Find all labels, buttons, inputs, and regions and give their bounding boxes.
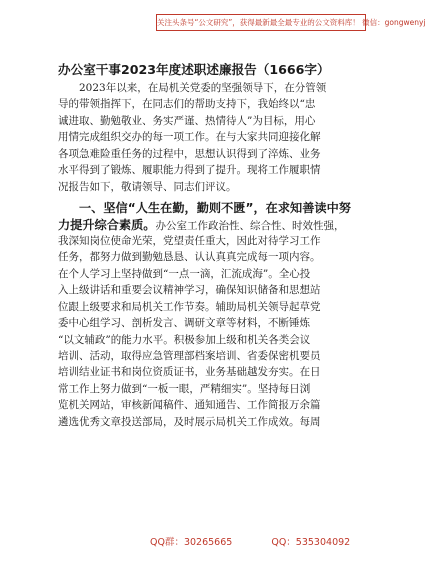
text-line: 导的带领指挥下，在同志们的帮助支持下，我始终以“忠 xyxy=(58,98,316,111)
text-line: 委中心组学习、剖析发言、调研文章等材料，不断锤炼 xyxy=(58,317,310,330)
text-line: 培训结业证书和岗位资质证书，业务基础越发夯实。在日 xyxy=(58,366,321,379)
document-title: 办公室干事2023年度述职述廉报告（1666字） xyxy=(58,62,330,77)
header-banner: 关注头条号“公文研究”，获得最新最全最专业的公文资料库！ 微信：gongwenyj xyxy=(156,14,366,31)
text-line: 诚进取、勤勉敬业、务实严谨、热情待人”为目标，用心 xyxy=(58,114,316,127)
text-line: 2023年以来，在局机关党委的坚强领导下，在分管领 xyxy=(79,82,327,94)
text-line: 入上级讲话和重要会议精神学习，确保知识储备和思想站 xyxy=(58,284,321,297)
text-line: 办公室工作政治性、综合性、时效性强， xyxy=(155,219,345,232)
text-line: 常工作上努力做到“一板一眼，严精细实”。坚持每日浏 xyxy=(58,382,311,395)
section-heading: 一、坚信“人生在勤，勤则不匮”，在求知善读中努 xyxy=(79,201,351,216)
footer-contact xyxy=(150,534,386,548)
section-1 xyxy=(58,200,360,430)
text-line: 水平得到了锻炼、履职能力得到了提升。现将工作履职情 xyxy=(58,164,321,177)
document-body xyxy=(58,80,360,430)
qq-group-number: QQ群：30265665 xyxy=(150,537,233,548)
text-line: 况报告如下，敬请领导、同志们评议。 xyxy=(58,180,237,193)
text-line: “以文辅政”的能力水平。积极参加上级和机关各类会议 xyxy=(58,333,311,346)
text-line: 用情完成组织交办的每一项工作。在与大家共同迎接化解 xyxy=(58,131,321,144)
text-line: 各项急难险重任务的过程中，思想认识得到了淬炼、业务 xyxy=(58,147,321,160)
text-line: 我深知岗位使命光荣，党望责任重大，因此对待学习工作 xyxy=(58,234,321,247)
paragraph-intro xyxy=(58,80,360,195)
text-line: 览机关网站，审核新闻稿件、通知通告、工作简报万余篇 xyxy=(58,399,321,412)
text-line: 在个人学习上坚持做到“一点一滴，汇流成海”。全心投 xyxy=(58,267,311,280)
qq-number: QQ：535304092 xyxy=(271,537,351,548)
text-line: 培训、活动，取得应急管理部档案培训、省委保密机要员 xyxy=(58,350,321,362)
text-line: 遴选优秀文章投送部局，及时展示局机关工作成效。每周 xyxy=(58,415,321,428)
text-line: 位跟上级要求和局机关工作节奏。辅助局机关领导起草党 xyxy=(58,300,321,313)
section-heading: 力提升综合素质。 xyxy=(58,217,156,232)
text-line xyxy=(58,217,360,233)
text-line: 任务，都努力做到勤勉恳恳、认认真真完成每一项内容。 xyxy=(58,251,321,264)
